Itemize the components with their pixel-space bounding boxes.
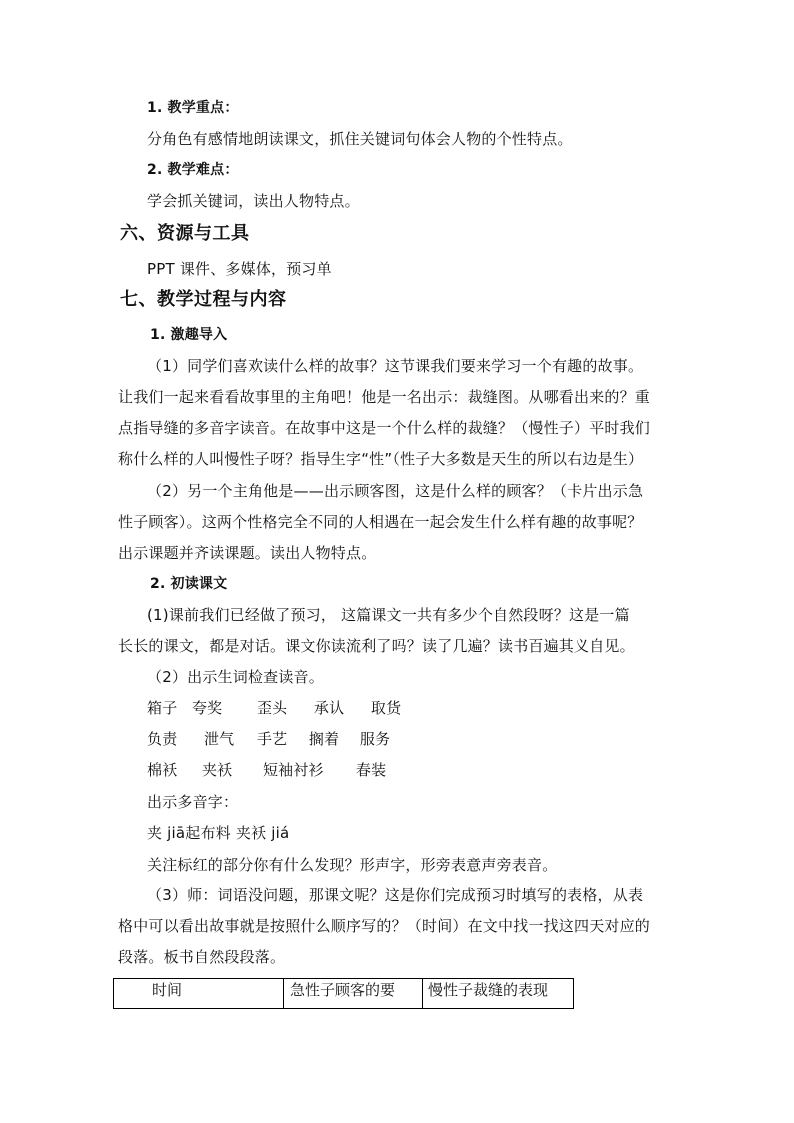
step2-p3-line: （3）师：词语没问题，那课文呢？这是你们完成预习时填写的表格，从表 (147, 886, 644, 904)
vocab-word: 夹袄 (201, 761, 233, 779)
step2-p2: （2）出示生词检查读音。 (147, 668, 324, 686)
step1-p2-line: （2）另一个主角他是——出示顾客图，这是什么样的顾客？（卡片出示急 (147, 482, 644, 500)
polyphone-heading: 出示多音字： (147, 793, 239, 811)
step1-p1-line: 让我们一起来看看故事里的主角吧！他是一名出示：裁缝图。从哪看出来的？重 (118, 388, 651, 406)
vocab-word: 歪头 (256, 699, 288, 717)
vocab-word: 棉袄 (147, 761, 178, 779)
step1-p1-line: 称什么样的人叫慢性子呀？指导生字“性”（性子大多数是天生的所以右边是生） (118, 450, 644, 468)
step2-p1-line: 长长的课文，都是对话。课文你读流利了吗？读了几遍？读书百遍其义自见。 (118, 637, 635, 655)
section6-heading: 六、资源与工具 (120, 223, 250, 244)
step2-p1-line: (1)课前我们已经做了预习， 这篇课文一共有多少个自然段呀？这是一篇 (147, 606, 630, 624)
step2-p3-line: 格中可以看出故事就是按照什么顺序写的？（时间）在文中找一找这四天对应的 (118, 917, 651, 935)
vocab-word: 服务 (359, 730, 391, 748)
table-header-cell: 急性子顾客的要 (284, 979, 423, 1009)
vocab-row-3 (147, 760, 408, 780)
progress-table (113, 978, 574, 1009)
step1-p2-line: 性子顾客）。这两个性格完全不同的人相遇在一起会发生什么样有趣的故事呢？ (118, 513, 643, 531)
vocab-word: 承认 (313, 699, 345, 717)
table-header-cell: 慢性子裁缝的表现 (423, 979, 574, 1009)
step1-p1-line: （1）同学们喜欢读什么样的故事？这节课我们要来学习一个有趣的故事。 (147, 357, 644, 375)
difficulty-text: 学会抓关键词，读出人物特点。 (147, 192, 360, 210)
vocab-word: 夸奖 (191, 699, 223, 717)
section6-text: PPT 课件、多媒体，预习单 (147, 260, 332, 278)
step2-heading: 2. 初读课文 (150, 576, 228, 592)
vocab-word: 春装 (355, 761, 387, 779)
vocab-row-2 (147, 729, 412, 749)
table-header-cell: 时间 (114, 979, 284, 1009)
vocab-word: 搁着 (308, 730, 340, 748)
section7-heading: 七、教学过程与内容 (120, 289, 287, 310)
table-header-row (114, 979, 574, 1009)
vocab-word: 泄气 (203, 730, 235, 748)
vocab-word: 负责 (147, 730, 178, 748)
difficulty-heading: 2. 教学难点： (147, 162, 239, 178)
vocab-word: 短袖衬衫 (262, 761, 324, 779)
step2-p3-line: 段落。板书自然段段落。 (118, 948, 286, 966)
step1-p1-line: 点指导缝的多音字读音。在故事中这是一个什么样的裁缝？（慢性子）平时我们 (118, 419, 651, 437)
polyphone-note: 关注标红的部分你有什么发现？形声字，形旁表意声旁表音。 (147, 856, 558, 874)
step1-heading: 1. 激趣导入 (150, 327, 228, 343)
polyphone-line: 夹 jiā起布料 夹袄 jiá (147, 824, 290, 842)
step1-p2-line: 出示课题并齐读课题。读出人物特点。 (118, 544, 377, 562)
vocab-row-1 (147, 698, 423, 718)
vocab-word: 手艺 (256, 730, 288, 748)
key-point-heading: 1. 教学重点： (147, 100, 239, 116)
key-point-text: 分角色有感情地朗读课文，抓住关键词句体会人物的个性特点。 (147, 130, 573, 148)
vocab-word: 箱子 (147, 699, 178, 717)
vocab-word: 取货 (370, 699, 402, 717)
